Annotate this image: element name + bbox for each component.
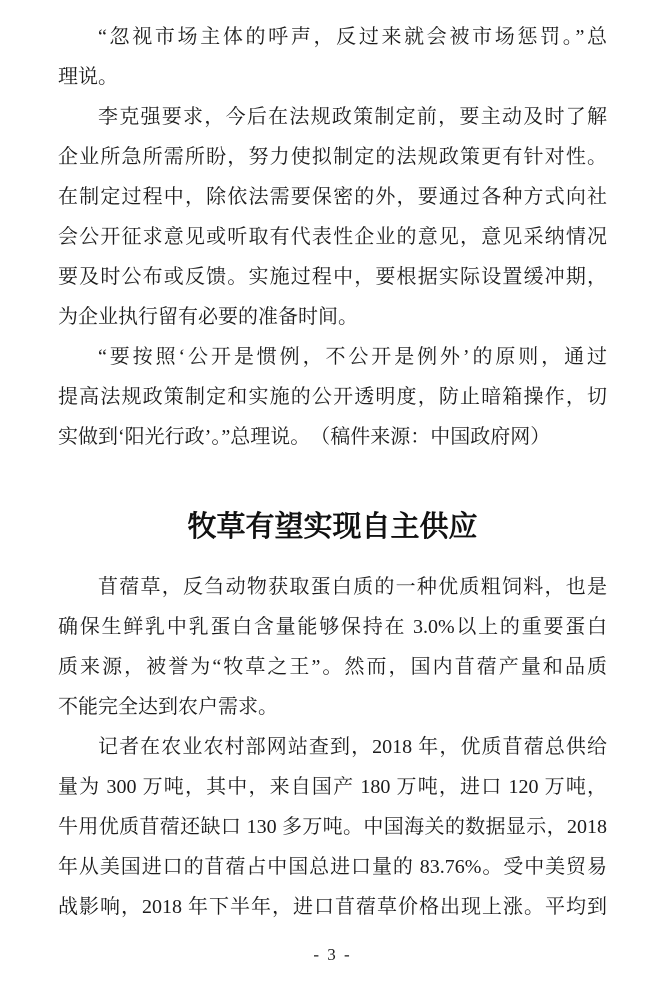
text-line: 企业所急所需所盼，努力使拟制定的法规政策更有针对性。 <box>58 146 607 168</box>
paragraph <box>58 17 607 97</box>
text-line: 提高法规政策制定和实施的公开透明度，防止暗箱操作，切 <box>58 386 607 408</box>
text-line: 苜蓿草，反刍动物获取蛋白质的一种优质粗饲料，也是 <box>98 576 607 598</box>
text-line: 要及时公布或反馈。实施过程中，要根据实际设置缓冲期， <box>58 266 607 288</box>
text-line: “忽视市场主体的呼声，反过来就会被市场惩罚。”总 <box>98 26 607 48</box>
text-line: 为企业执行留有必要的准备时间。 <box>58 306 358 328</box>
paragraph <box>58 97 607 337</box>
text-line: “要按照‘公开是惯例，不公开是例外’的原则，通过 <box>98 346 607 368</box>
text-line: 李克强要求，今后在法规政策制定前，要主动及时了解 <box>98 106 607 128</box>
text-line: 牛用优质苜蓿还缺口 130 多万吨。中国海关的数据显示，2018 <box>58 816 607 838</box>
paragraph <box>58 337 607 457</box>
paragraph <box>58 567 607 727</box>
text-line: 年从美国进口的苜蓿占中国总进口量的 83.76%。受中美贸易 <box>58 856 607 878</box>
page-number: - 3 - <box>313 945 352 964</box>
text-line: 实做到‘阳光行政’。”总理说。 （稿件来源：中国政府网） <box>58 426 551 448</box>
text-line: 量为 300 万吨，其中，来自国产 180 万吨，进口 120 万吨， <box>58 776 607 798</box>
article-title: 牧草有望实现自主供应 <box>187 511 478 543</box>
text-line: 会公开征求意见或听取有代表性企业的意见，意见采纳情况 <box>58 226 607 248</box>
text-line: 不能完全达到农户需求。 <box>58 696 278 718</box>
text-line: 质来源，被誉为“牧草之王”。然而，国内苜蓿产量和品质 <box>58 656 607 678</box>
text-line: 战影响，2018 年下半年，进口苜蓿草价格出现上涨。平均到 <box>58 896 607 918</box>
text-line: 确保生鲜乳中乳蛋白含量能够保持在 3.0%以上的重要蛋白 <box>58 616 607 638</box>
text-line: 记者在农业农村部网站查到，2018 年，优质苜蓿总供给 <box>98 736 607 758</box>
text-line: 在制定过程中，除依法需要保密的外，要通过各种方式向社 <box>58 186 607 208</box>
paragraph <box>58 727 607 927</box>
text-line: 理说。 <box>58 66 118 88</box>
